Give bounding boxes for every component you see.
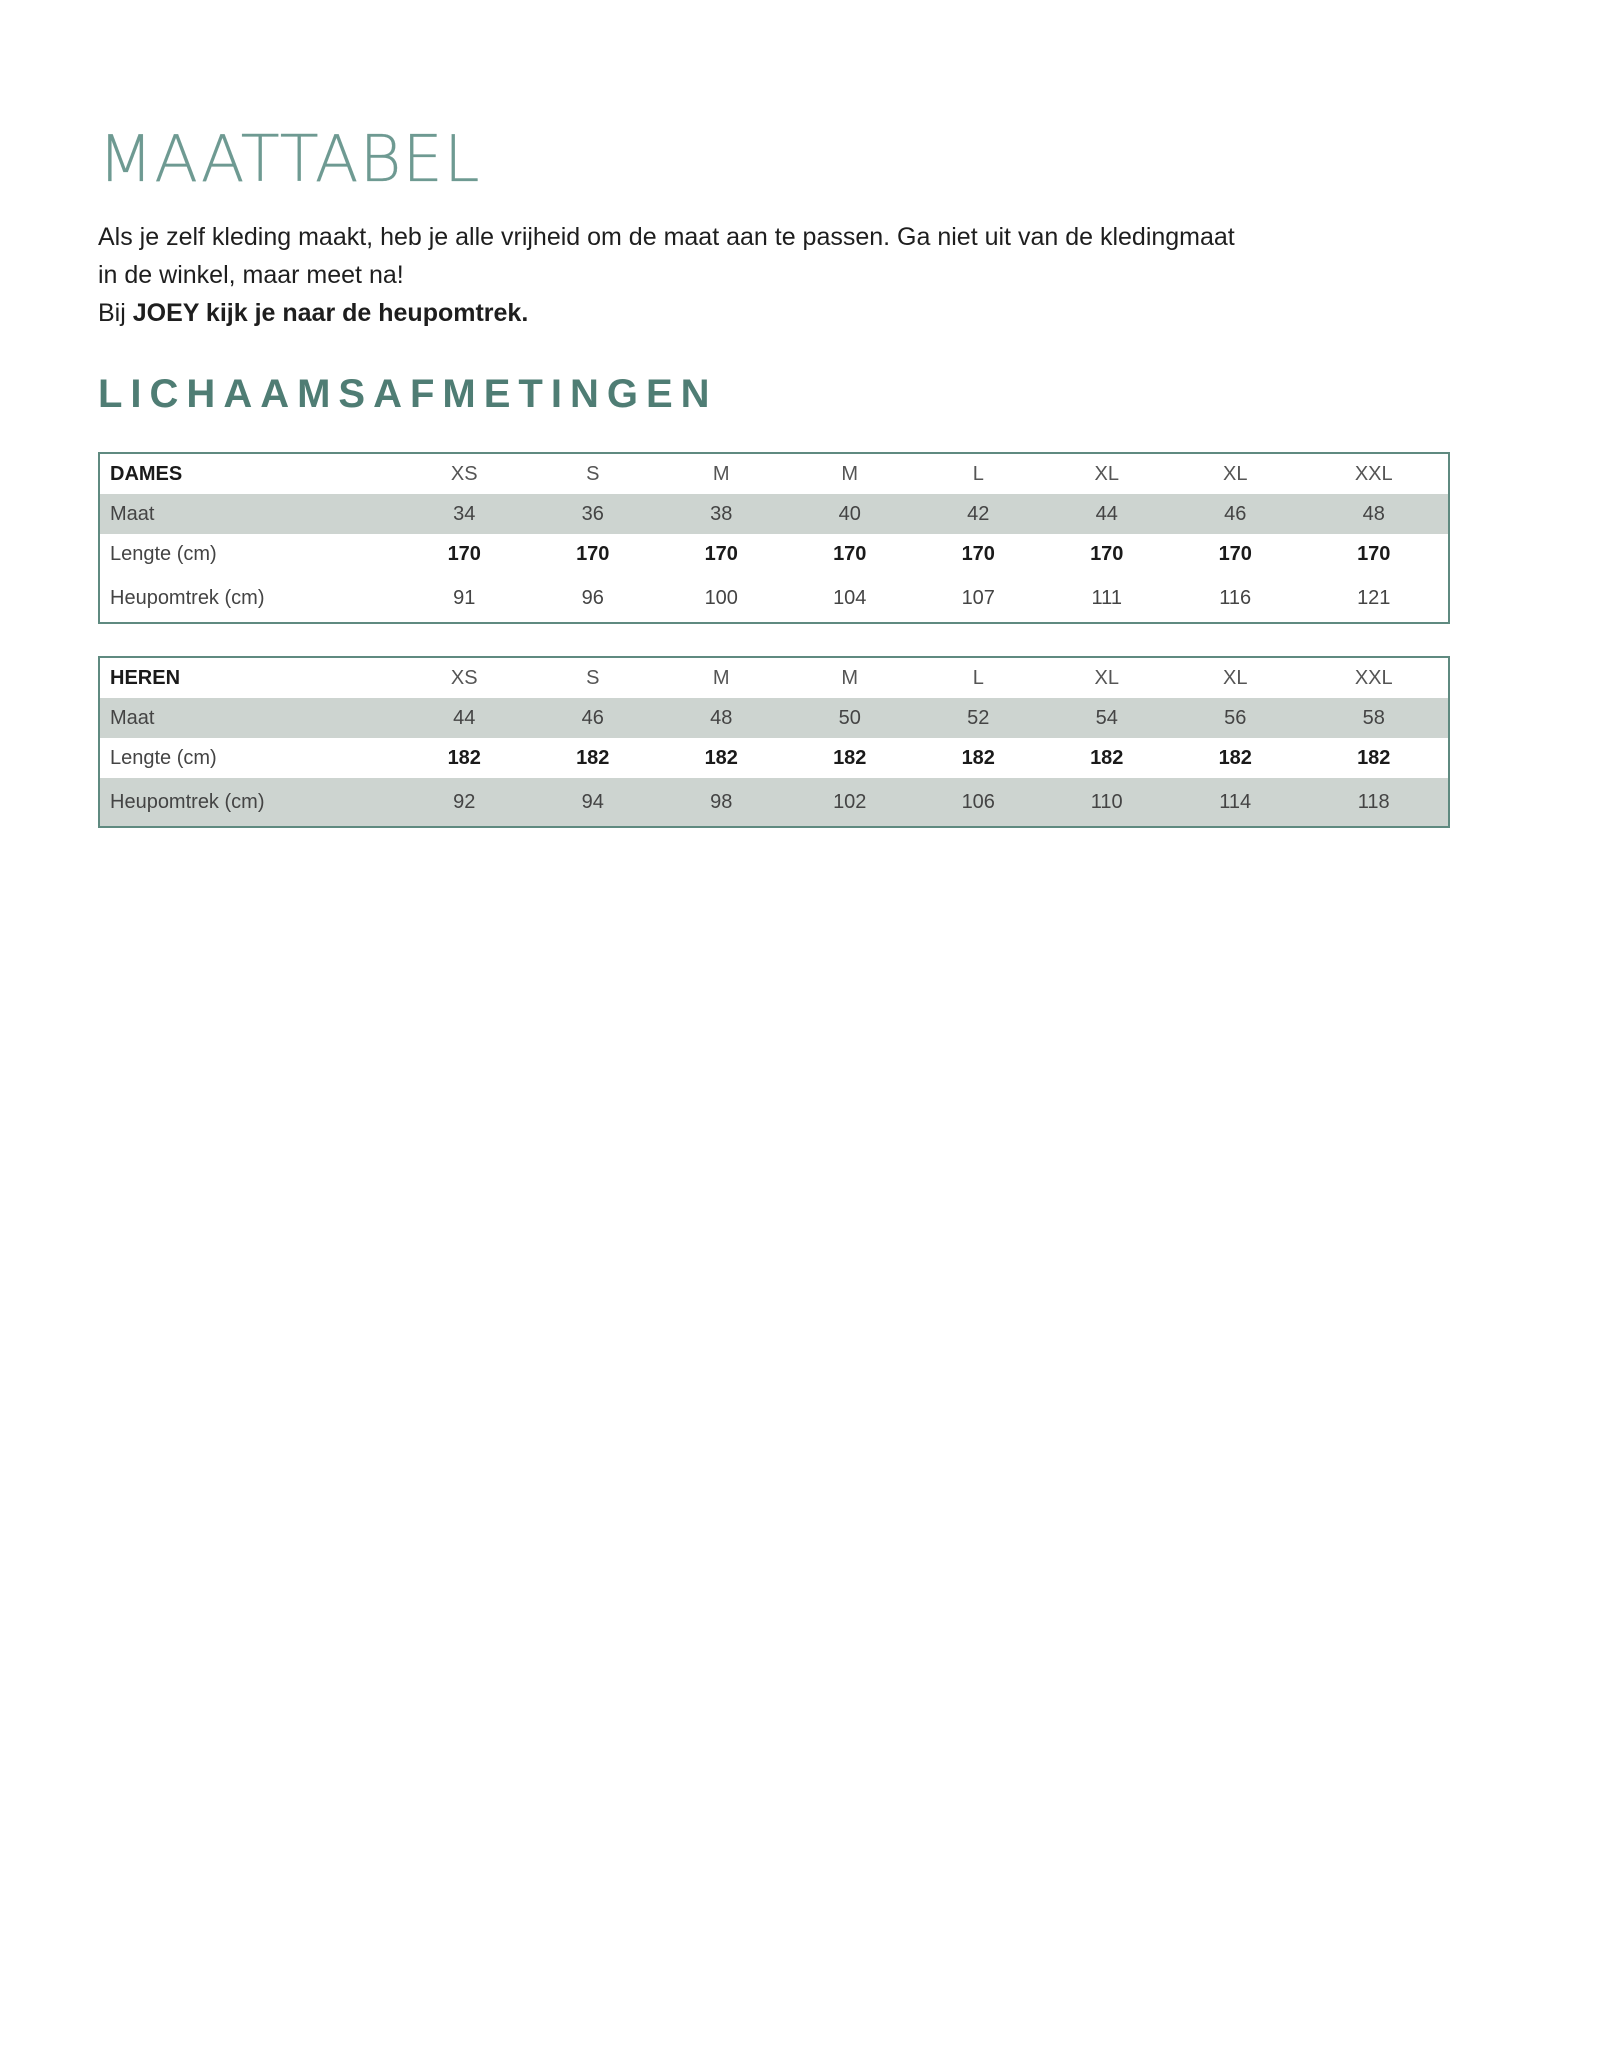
table-cell: 182 <box>1218 746 1252 769</box>
table-cell: 54 <box>1043 698 1172 738</box>
table-header-label: DAMES <box>110 462 183 485</box>
page-title: MAATTABEL <box>98 123 481 197</box>
table-cell: 48 <box>1300 494 1450 534</box>
table-cell: 170 <box>447 542 481 565</box>
table-header-row <box>99 657 1449 698</box>
intro-line-3 <box>98 294 1398 332</box>
table-header-label: HEREN <box>110 666 181 689</box>
table-row-maat <box>99 494 1449 534</box>
table-cell: 106 <box>914 778 1043 827</box>
intro-line-2: in de winkel, maar meet na! <box>98 261 404 289</box>
table-cell: 34 <box>400 494 529 534</box>
size-table-heren <box>98 656 1450 828</box>
table-cell: 182 <box>1357 746 1391 769</box>
size-table-dames <box>98 452 1450 624</box>
table-cell: 48 <box>657 698 786 738</box>
table-cell: 170 <box>704 542 738 565</box>
table-cell: 182 <box>1090 746 1124 769</box>
table-cell: 46 <box>1171 494 1300 534</box>
table-cell: 116 <box>1219 586 1252 609</box>
table-cell: 56 <box>1171 698 1300 738</box>
intro-text <box>98 218 1398 332</box>
table-cell: 182 <box>704 746 738 769</box>
row-label: Heupomtrek (cm) <box>110 586 265 609</box>
table-cell: 52 <box>914 698 1043 738</box>
table-cell: 100 <box>704 586 738 609</box>
table-cell: 170 <box>1357 542 1391 565</box>
intro-line-3-prefix: Bij <box>98 299 133 327</box>
table-cell: 50 <box>786 698 915 738</box>
table-row-heupomtrek <box>99 574 1449 623</box>
table-cell: 118 <box>1300 778 1450 827</box>
row-label: Maat <box>99 494 400 534</box>
table-cell: 170 <box>1090 542 1124 565</box>
table-cell: 42 <box>914 494 1043 534</box>
size-header-cell: S <box>586 666 600 689</box>
intro-line-1: Als je zelf kleding maakt, heb je alle vrijheid om de maat aan te passen. Ga niet uit van de kledingmaat <box>98 223 1235 251</box>
size-header-cell: M <box>841 666 859 689</box>
table-row-lengte <box>99 534 1449 574</box>
table-cell: 44 <box>400 698 529 738</box>
intro-line-3-bold: JOEY kijk je naar de heupomtrek. <box>132 299 529 327</box>
size-header-cell: M <box>712 462 730 485</box>
table-cell: 182 <box>576 746 610 769</box>
table-row-lengte <box>99 738 1449 778</box>
table-cell: 94 <box>529 778 658 827</box>
row-label: Lengte (cm) <box>110 542 217 565</box>
table-cell: 38 <box>657 494 786 534</box>
table-cell: 98 <box>657 778 786 827</box>
size-header-cell: XL <box>1094 666 1119 689</box>
table-cell: 107 <box>961 586 995 609</box>
table-cell: 182 <box>447 746 481 769</box>
size-header-cell: L <box>972 462 984 485</box>
size-header-cell: L <box>972 666 984 689</box>
table-cell: 114 <box>1171 778 1300 827</box>
table-cell: 170 <box>961 542 995 565</box>
size-header-cell: XL <box>1223 462 1248 485</box>
table-cell: 92 <box>400 778 529 827</box>
table-cell: 104 <box>833 586 867 609</box>
table-cell: 96 <box>581 586 604 609</box>
size-header-cell: XL <box>1223 666 1248 689</box>
table-cell: 58 <box>1300 698 1450 738</box>
table-row-maat <box>99 698 1449 738</box>
size-header-cell: XS <box>450 666 478 689</box>
row-label: Lengte (cm) <box>110 746 217 769</box>
table-row-heupomtrek <box>99 778 1449 827</box>
table-cell: 182 <box>961 746 995 769</box>
table-cell: 44 <box>1043 494 1172 534</box>
table-cell: 102 <box>786 778 915 827</box>
table-cell: 182 <box>833 746 867 769</box>
table-cell: 170 <box>1218 542 1252 565</box>
table-cell: 121 <box>1357 586 1391 609</box>
table-cell: 170 <box>576 542 610 565</box>
table-cell: 111 <box>1091 586 1122 609</box>
size-header-cell: S <box>586 462 600 485</box>
size-header-cell: M <box>841 462 859 485</box>
size-header-cell: XL <box>1094 462 1119 485</box>
table-cell: 40 <box>786 494 915 534</box>
table-cell: 110 <box>1043 778 1172 827</box>
table-cell: 91 <box>453 586 476 609</box>
size-header-cell: XS <box>450 462 478 485</box>
size-header-cell: XXL <box>1354 462 1393 485</box>
table-cell: 46 <box>529 698 658 738</box>
table-cell: 170 <box>833 542 867 565</box>
table-cell: 36 <box>529 494 658 534</box>
row-label: Maat <box>99 698 400 738</box>
row-label: Heupomtrek (cm) <box>99 778 400 827</box>
table-header-row <box>99 453 1449 494</box>
section-title: LICHAAMSAFMETINGEN <box>98 372 718 416</box>
size-header-cell: M <box>712 666 730 689</box>
size-header-cell: XXL <box>1354 666 1393 689</box>
